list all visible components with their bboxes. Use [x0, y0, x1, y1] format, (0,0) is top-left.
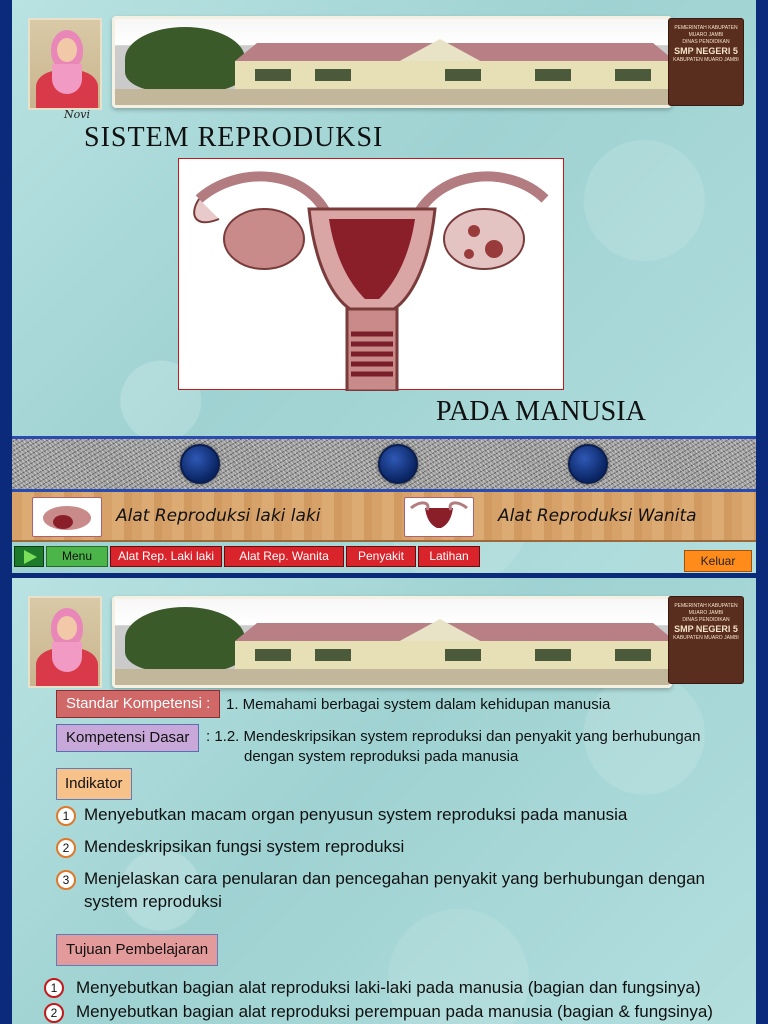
decorative-stripe: [12, 436, 756, 492]
standar-kompetensi-label: Standar Kompetensi :: [56, 690, 220, 718]
female-organ-thumbnail[interactable]: [404, 497, 474, 537]
nav-dot-2[interactable]: [378, 444, 418, 484]
tujuan-number-1: 1: [44, 978, 64, 998]
exit-button[interactable]: Keluar: [684, 550, 752, 572]
slide-subtitle-text: PADA MANUSIA: [436, 396, 646, 427]
teacher-name: Novi: [64, 108, 90, 121]
slide-title-text: SISTEM REPRODUKSI: [84, 122, 384, 153]
tujuan-item-1: Menyebutkan bagian alat reproduksi laki-laki pada manusia (bagian dan fungsinya): [76, 978, 701, 997]
kompetensi-dasar-text-1: : 1.2. Mendeskripsikan system reproduksi dan penyakit yang berhubungan: [206, 728, 701, 745]
slide-title: [12, 0, 756, 573]
indikator-item-3-line1: Menjelaskan cara penularan dan pencegahan penyakit yang berhubungan dengan: [84, 869, 705, 888]
nav-exercise-button[interactable]: Latihan: [418, 546, 480, 567]
indikator-number-1: 1: [56, 806, 76, 826]
nav-disease-button[interactable]: Penyakit: [346, 546, 416, 567]
school-logo-2: PEMERINTAH KABUPATEN MUARO JAMBI DINAS PENDIDIKAN SMP NEGERI 5 KABUPATEN MUARO JAMBI: [668, 596, 744, 684]
indikator-item-2: Mendeskripsikan fungsi system reproduksi: [84, 837, 405, 856]
school-photo: [112, 16, 672, 108]
tujuan-label: Tujuan Pembelajaran: [56, 934, 218, 966]
teacher-photo: [28, 18, 102, 110]
teacher-photo-2: [28, 596, 102, 688]
school-logo: PEMERINTAH KABUPATEN MUARO JAMBI DINAS PENDIDIKAN SMP NEGERI 5 KABUPATEN MUARO JAMBI: [668, 18, 744, 106]
indikator-number-3: 3: [56, 870, 76, 890]
nav-menu-button[interactable]: Menu: [46, 546, 108, 567]
topic-link-bar: [12, 492, 756, 542]
uterus-diagram-image: [178, 158, 564, 390]
play-icon[interactable]: [14, 546, 44, 567]
indikator-item-1: Menyebutkan macam organ penyusun system reproduksi pada manusia: [84, 805, 628, 824]
kompetensi-dasar-text-2: dengan system reproduksi pada manusia: [244, 748, 519, 765]
nav-female-button[interactable]: Alat Rep. Wanita: [224, 546, 344, 567]
link-male-reproductive[interactable]: Alat Reproduksi laki laki: [116, 506, 321, 526]
indikator-label: Indikator: [56, 768, 132, 800]
school-photo-2: [112, 596, 672, 688]
bottom-navbar: [12, 544, 756, 573]
indikator-number-2: 2: [56, 838, 76, 858]
nav-male-button[interactable]: Alat Rep. Laki laki: [110, 546, 222, 567]
male-organ-thumbnail[interactable]: [32, 497, 102, 537]
tujuan-number-2: 2: [44, 1003, 64, 1023]
indikator-item-3-line2: system reproduksi: [84, 892, 222, 911]
link-female-reproductive[interactable]: Alat Reproduksi Wanita: [498, 506, 697, 526]
tujuan-item-2: Menyebutkan bagian alat reproduksi perempuan pada manusia (bagian & fungsinya): [76, 1002, 713, 1021]
slide-competency: [12, 578, 756, 1024]
kompetensi-dasar-label: Kompetensi Dasar: [56, 724, 199, 752]
nav-dot-1[interactable]: [180, 444, 220, 484]
nav-dot-3[interactable]: [568, 444, 608, 484]
standar-kompetensi-text: 1. Memahami berbagai system dalam kehidupan manusia: [226, 696, 611, 713]
